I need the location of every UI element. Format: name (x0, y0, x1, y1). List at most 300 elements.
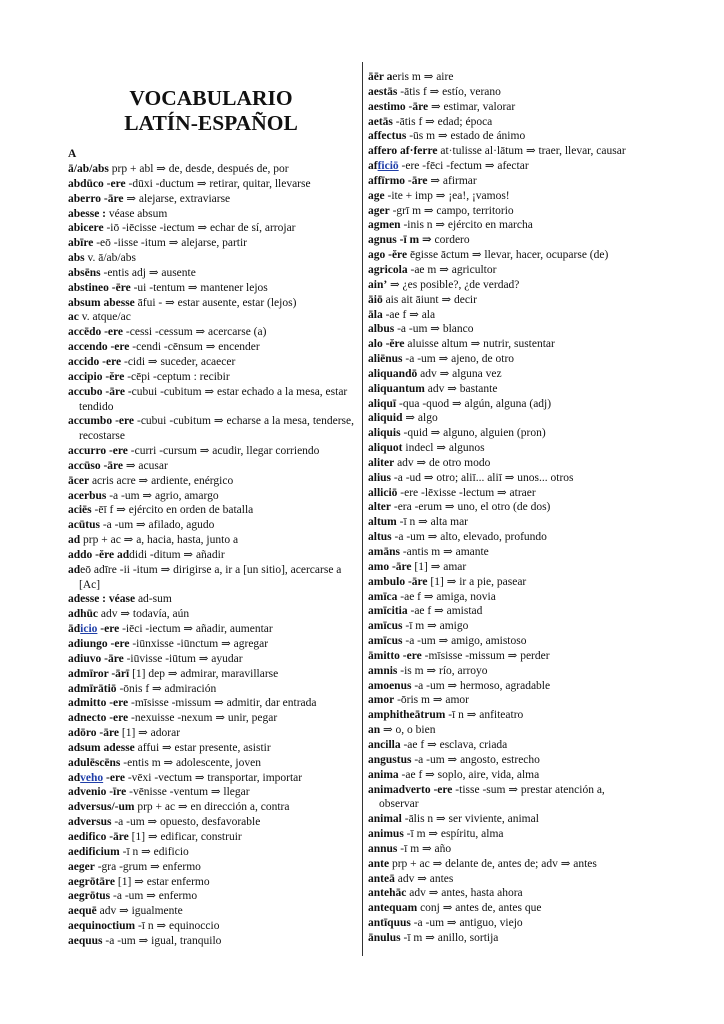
entry-headword: adsum adesse (68, 741, 135, 754)
entry-definition: adv ⇒ de otro modo (394, 456, 491, 469)
entry-definition: -cubui -cubitum ⇒ echarse a la mesa, tenderse, recostarse (79, 415, 355, 443)
entry-definition: -ātis f ⇒ edad; época (392, 115, 493, 128)
vocabulary-entry (368, 441, 638, 456)
entry-headword: antehāc (368, 887, 407, 900)
entry-definition: didi -ditum ⇒ añadir (129, 548, 225, 561)
entry-definition: [1] ⇒ estar enfermo (115, 875, 210, 888)
entry-definition: -a -um ⇒ opuesto, desfavorable (111, 816, 261, 829)
vocabulary-entry (68, 444, 354, 459)
entry-headword: amphitheātrum (368, 709, 446, 722)
entry-definition: aluisse altum ⇒ nutrir, sustentar (404, 338, 555, 351)
vocabulary-entry (68, 637, 354, 652)
entry-definition: -ae f ⇒ amistad (407, 605, 483, 618)
entry-headword: accēdo -ere (68, 326, 124, 339)
entry-headword: aliquot (368, 442, 403, 455)
vocabulary-entry (368, 901, 638, 916)
entry-definition: -ae f ⇒ esclava, criada (400, 738, 508, 751)
entry-definition: ⇒ o, o bien (380, 724, 436, 737)
entry-headword: altum (368, 516, 397, 529)
entry-definition: -ōnis f ⇒ admiración (116, 682, 217, 695)
entry-headword: adesse : véase (68, 593, 136, 606)
title-block (68, 0, 354, 144)
vocabulary-entry (68, 548, 354, 563)
entry-definition: -ae m ⇒ agricultor (407, 263, 497, 276)
entry-definition: -eō -iisse -itum ⇒ alejarse, partir (93, 237, 247, 250)
vocabulary-entry (68, 815, 354, 830)
entry-headword: an (368, 724, 381, 737)
entry-headword: accubo -āre - (68, 385, 132, 398)
vocabulary-entry (368, 337, 638, 352)
entry-definition: eō adīre -ii -itum ⇒ dirigirse a, ir a [un sitio], acercarse a [Ac] (79, 563, 342, 591)
entry-definition: ⇒ estimar, valorar (428, 100, 516, 113)
entry-headword: alius (368, 471, 392, 484)
entry-definition: -ī m ⇒ amigo (402, 620, 469, 633)
vocabulary-entry (368, 100, 638, 115)
entry-definition: -ui -tentum ⇒ mantener lejos (130, 281, 268, 294)
entry-definition: -ere -fēci -fectum ⇒ afectar (398, 160, 529, 173)
vocabulary-entry (368, 293, 638, 308)
entry-headword: acūtus (68, 519, 100, 532)
entry-headword: ācer (68, 474, 90, 487)
entry-headword: accurro -ere (68, 445, 128, 458)
vocabulary-entry (68, 592, 354, 607)
vocabulary-entry (68, 489, 354, 504)
entry-headword: adulēscēns (68, 756, 121, 769)
vocabulary-entry (68, 385, 354, 415)
entry-headword: amoenus (368, 679, 412, 692)
vocabulary-entry (68, 340, 354, 355)
entry-headword: aliēnus (368, 353, 403, 366)
entry-headword: angustus (368, 753, 412, 766)
entry-definition: -a -um ⇒ alto, elevado, profundo (391, 531, 547, 544)
entry-definition: -iēci -iectum ⇒ añadir, aumentar (119, 623, 273, 636)
vocabulary-entry (368, 411, 638, 426)
entry-headword: aequē (68, 905, 97, 918)
entry-headword: advenio -īre (68, 786, 127, 799)
entry-definition: -is m ⇒ río, arroyo (397, 664, 488, 677)
vocabulary-entry (68, 756, 354, 771)
entry-headword: alter (368, 501, 391, 514)
vocabulary-entry (368, 872, 638, 887)
entry-headword: affectus (368, 130, 407, 143)
entry-definition: -a -um ⇒ afilado, agudo (99, 519, 215, 532)
entry-headword: āla (368, 308, 383, 321)
entry-headword: alliciō (368, 486, 398, 499)
entry-headword: aliquī (368, 397, 397, 410)
entry-definition: acris acre ⇒ ardiente, enérgico (89, 474, 234, 487)
vocabulary-entry (68, 414, 354, 444)
entry-headword: adiuvo -āre (68, 652, 124, 665)
vocabulary-entry (368, 693, 638, 708)
entry-headword: ambulo -āre (368, 575, 428, 588)
entry-definition: prp + abl ⇒ de, desde, después de, por (108, 163, 289, 175)
entry-definition: ais ait āiunt ⇒ decir (382, 293, 477, 306)
entry-definition: -a -um ⇒ igual, tranquilo (102, 934, 222, 947)
entry-headword: amo -āre (368, 560, 412, 573)
entry-definition: -ī m ⇒ año (397, 842, 452, 855)
entry-definition: [1] ⇒ adorar (119, 727, 181, 740)
vocabulary-entry (368, 500, 638, 515)
entry-definition: -mīsisse -missum ⇒ perder (421, 649, 550, 662)
vocabulary-entry (368, 783, 638, 813)
entry-headword: aegrōtus (68, 890, 111, 903)
entry-headword: āiō (368, 293, 383, 306)
entry-definition: [1] ⇒ edificar, construir (128, 830, 242, 843)
entry-headword: agmen (368, 219, 401, 232)
column-divider (362, 62, 363, 956)
entry-definition: -mīsisse -missum ⇒ admitir, dar entrada (128, 697, 317, 710)
entry-headword: affīrmo -āre (368, 174, 428, 187)
vocabulary-entry (368, 886, 638, 901)
right-column (368, 70, 638, 946)
vocabulary-entry (68, 696, 354, 711)
entry-definition: -ī n ⇒ equinoccio (135, 920, 220, 933)
entry-headword: ancilla (368, 738, 401, 751)
vocabulary-entry (368, 619, 638, 634)
entry-headword: aciēs (68, 504, 92, 517)
entry-definition: v. atque/ac (78, 311, 131, 324)
entry-headword: accipio -ĕre (68, 370, 125, 383)
entry-definition: -a -um ⇒ antiguo, viejo (410, 917, 523, 930)
vocabulary-entry (68, 904, 354, 919)
entry-definition: ad-sum (135, 593, 172, 606)
entry-headword: animus (368, 828, 404, 841)
entry-definition: -ae f ⇒ ala (382, 308, 436, 321)
vocabulary-entry (368, 471, 638, 486)
entry-definition: at·tulisse al·lātum ⇒ traer, llevar, causar (437, 145, 626, 158)
entry-headword: admīror -ārī (68, 667, 130, 680)
vocabulary-entry (68, 771, 354, 786)
vocabulary-entry (68, 296, 354, 311)
vocabulary-entry (368, 604, 638, 619)
entry-headword: abs (68, 252, 85, 265)
entry-headword: amor (368, 694, 395, 707)
entry-definition: -ī n ⇒ anfiteatro (445, 709, 524, 722)
entry-definition: -a -um ⇒ amigo, amistoso (402, 635, 527, 648)
vocabulary-entry (368, 85, 638, 100)
vocabulary-entry (368, 129, 638, 144)
entry-headword: ād (68, 623, 81, 636)
entry-definition: -ī n ⇒ alta mar (396, 516, 469, 529)
entry-definition: -inis n ⇒ ejército en marcha (400, 219, 533, 232)
entry-headword: addo -ĕre ad (68, 548, 130, 561)
entry-headword: ager (368, 204, 390, 217)
entry-headword: aestās (368, 85, 398, 98)
entry-headword: antīquus (368, 917, 411, 930)
page-title-line-1: VOCABULARIO (129, 86, 293, 110)
vocabulary-entry (368, 738, 638, 753)
entry-definition: -ālis n ⇒ ser viviente, animal (401, 813, 539, 826)
entry-headword: age (368, 189, 385, 202)
entry-headword: adversus (68, 816, 112, 829)
entry-definition: -quid ⇒ alguno, alguien (pron) (400, 427, 546, 440)
entry-headword-suffix: -ere (97, 623, 120, 636)
entry-definition: -ae f ⇒ soplo, aire, vida, alma (398, 768, 540, 781)
entry-headword: aedificium (68, 845, 120, 858)
entry-headword: āēr a (368, 71, 393, 83)
vocabulary-entry (68, 563, 354, 593)
entry-headword: aliquis (368, 427, 401, 440)
entry-definition: adv ⇒ antes (394, 872, 454, 885)
vocabulary-entry (68, 622, 354, 637)
entry-headword: amīcus (368, 620, 403, 633)
entry-definition: āfui - ⇒ estar ausente, estar (lejos) (134, 296, 297, 309)
entry-headword-link[interactable]: veho (80, 771, 104, 784)
page-title-line-2: LATÍN-ESPAÑOL (124, 111, 298, 135)
entry-headword: accūso -āre (68, 459, 124, 472)
entry-definition: -qua -quod ⇒ algún, alguna (adj) (396, 397, 552, 410)
entry-headword: aeger (68, 860, 95, 873)
entry-headword: animadverto -ere (368, 783, 453, 796)
entry-definition: -a -ud ⇒ otro; aliī... aliī ⇒ unos... otros (391, 471, 574, 484)
entry-headword: animal (368, 813, 402, 826)
entry-definition: -gra -grum ⇒ enfermo (94, 860, 201, 873)
entry-definition: adv ⇒ antes, hasta ahora (406, 887, 523, 900)
vocabulary-entry (68, 934, 354, 949)
entry-definition: eris m ⇒ aire (392, 71, 454, 83)
entry-headword-link[interactable]: icio (80, 623, 98, 636)
vocabulary-entry (368, 218, 638, 233)
entry-definition: affui ⇒ estar presente, asistir (134, 741, 271, 754)
vocabulary-entry (368, 708, 638, 723)
entry-definition: -nexuisse -nexum ⇒ unir, pegar (128, 712, 278, 725)
entry-definition: -tisse -sum ⇒ prestar atención a, observar (379, 783, 605, 811)
vocabulary-entry (68, 875, 354, 890)
vocabulary-entry (368, 679, 638, 694)
vocabulary-entry (368, 456, 638, 471)
entry-definition: adv ⇒ alguna vez (417, 367, 502, 380)
entry-headword: adhūc (68, 608, 99, 621)
entry-definition: -iūnxisse -iūnctum ⇒ agregar (129, 638, 269, 650)
vocabulary-entry (68, 207, 354, 222)
entry-definition: [1] ⇒ amar (411, 560, 467, 573)
vocabulary-entry (68, 726, 354, 741)
entry-headword: aegrōtāre (68, 875, 116, 888)
vocabulary-entry (368, 560, 638, 575)
vocabulary-entry (368, 233, 638, 248)
entry-definition: -a -um ⇒ ajeno, de otro (402, 353, 515, 366)
entry-definition: -ī n ⇒ edificio (119, 845, 189, 858)
vocabulary-entry (368, 916, 638, 931)
entry-headword: affero af·ferre (368, 145, 438, 158)
vocabulary-entry (68, 741, 354, 756)
entry-definition: indecl ⇒ algunos (402, 442, 485, 455)
entry-headword: altus (368, 531, 392, 544)
vocabulary-entry (68, 474, 354, 489)
vocabulary-entry (368, 204, 638, 219)
entry-headword: alo -ĕre (368, 338, 405, 351)
vocabulary-entry (68, 221, 354, 236)
entry-headword: antequam (368, 902, 418, 915)
entry-definition: adv ⇒ bastante (424, 382, 498, 395)
entry-definition: -ātis f ⇒ estío, verano (397, 85, 501, 98)
entry-definition: v. ā/ab/abs (84, 252, 136, 265)
entry-definition: -entis m ⇒ adolescente, joven (120, 756, 261, 769)
entry-headword: af (368, 160, 378, 173)
entry-definition: -ūs m ⇒ estado de ánimo (406, 130, 526, 143)
vocabulary-entry (68, 652, 354, 667)
vocabulary-entry (368, 545, 638, 560)
entry-headword-link[interactable]: ficiō (377, 160, 399, 173)
entry-headword: adnecto -ere (68, 712, 129, 725)
right-entry-list (368, 70, 638, 946)
entry-headword: aedifico -āre (68, 830, 129, 843)
vocabulary-entry (368, 590, 638, 605)
entry-definition: -ite + imp ⇒ ¡ea!, ¡vamos! (384, 189, 510, 202)
entry-headword: amnis (368, 664, 398, 677)
entry-headword: anima (368, 768, 399, 781)
vocabulary-entry (368, 426, 638, 441)
entry-definition: prp + ac ⇒ en dirección a, contra (134, 801, 290, 814)
vocabulary-entry (68, 919, 354, 934)
entry-headword: ago -ĕre (368, 249, 408, 262)
vocabulary-entry (368, 115, 638, 130)
entry-definition: ēgisse āctum ⇒ llevar, hacer, ocuparse (de) (407, 249, 609, 262)
entry-headword: ad (68, 534, 81, 547)
entry-headword: aberro -āre (68, 192, 124, 205)
entry-definition: ⇒ acusar (123, 459, 168, 472)
vocabulary-entry (368, 515, 638, 530)
entry-definition: ⇒ alejarse, extraviarse (123, 192, 231, 205)
vocabulary-entry (368, 382, 638, 397)
entry-headword: absēns (68, 266, 101, 279)
entry-definition: -ēī f ⇒ ejército en orden de batalla (91, 504, 254, 517)
entry-definition: cubui -cubitum ⇒ estar echado a la mesa, estar tendido (79, 385, 348, 413)
entry-headword: abstineo -ēre (68, 281, 131, 294)
entry-definition: -vēnisse -ventum ⇒ llegar (126, 786, 250, 799)
entry-definition: adv ⇒ todavía, aún (98, 608, 190, 621)
entry-headword: adversus/-um (68, 801, 135, 814)
vocabulary-entry (368, 530, 638, 545)
entry-definition: conj ⇒ antes de, antes que (417, 902, 542, 915)
entry-headword: admīrātiō (68, 682, 117, 695)
vocabulary-entry (368, 931, 638, 946)
entry-headword: ānulus (368, 931, 401, 944)
entry-definition: cordero (431, 234, 470, 247)
vocabulary-entry (68, 667, 354, 682)
entry-headword: ad (68, 563, 81, 576)
entry-definition: -antis m ⇒ amante (399, 546, 489, 558)
entry-headword: aliquid (368, 412, 403, 425)
vocabulary-entry (68, 325, 354, 340)
vocabulary-entry (68, 845, 354, 860)
vocabulary-entry (68, 236, 354, 251)
vocabulary-entry (368, 723, 638, 738)
entry-headword: agnus -ī m ⇒ (368, 234, 432, 247)
vocabulary-entry (368, 575, 638, 590)
entry-headword: aequus (68, 934, 103, 947)
vocabulary-entry (68, 533, 354, 548)
vocabulary-entry (68, 518, 354, 533)
vocabulary-entry (368, 367, 638, 382)
entry-headword-suffix: -ere (103, 771, 125, 784)
vocabulary-entry (368, 664, 638, 679)
vocabulary-entry (68, 370, 354, 385)
vocabulary-entry (68, 310, 354, 325)
vocabulary-entry (368, 278, 638, 293)
entry-headword: annus (368, 842, 398, 855)
entry-headword: aestimo -āre (368, 100, 429, 113)
vocabulary-entry (368, 144, 638, 159)
vocabulary-entry (68, 355, 354, 370)
entry-definition: -a -um ⇒ angosto, estrecho (411, 753, 540, 766)
entry-definition: -a -um ⇒ enfermo (110, 890, 198, 903)
entry-definition: -ae f ⇒ amiga, novia (397, 590, 496, 603)
left-entry-list (68, 162, 354, 949)
entry-definition: -iō -iēcisse -iectum ⇒ echar de sí, arrojar (103, 222, 296, 235)
entry-definition: prp + ac ⇒ delante de, antes de; adv ⇒ antes (389, 857, 597, 870)
entry-headword: ā/ab/abs (68, 163, 109, 175)
entry-definition: -grī m ⇒ campo, territorio (389, 204, 514, 217)
entry-definition: ⇒ ¿es posible?, ¿de verdad? (387, 278, 520, 291)
vocabulary-entry (68, 503, 354, 518)
vocabulary-entry (368, 248, 638, 263)
entry-headword: anteā (368, 872, 395, 885)
vocabulary-entry (68, 607, 354, 622)
vocabulary-entry (368, 397, 638, 412)
vocabulary-entry (68, 192, 354, 207)
entry-headword: adōro -āre (68, 727, 119, 740)
entry-headword: aetās (368, 115, 393, 128)
entry-headword: admitto -ere (68, 697, 129, 710)
vocabulary-entry (368, 159, 638, 174)
vocabulary-entry (68, 162, 354, 177)
entry-headword: ac (68, 311, 79, 324)
entry-headword: accendo -ere (68, 341, 130, 354)
entry-headword: absum abesse (68, 296, 135, 309)
entry-headword: ad (68, 771, 81, 784)
left-column (68, 0, 354, 949)
vocabulary-entry (68, 830, 354, 845)
vocabulary-entry (368, 753, 638, 768)
vocabulary-entry (368, 174, 638, 189)
entry-definition: -cessi -cessum ⇒ acercarse (a) (123, 326, 267, 339)
entry-definition: -a -um ⇒ hermoso, agradable (411, 679, 551, 692)
entry-definition: ⇒ afirmar (427, 174, 477, 187)
entry-definition: -dūxi -ductum ⇒ retirar, quitar, llevarse (125, 177, 311, 190)
vocabulary-entry (68, 266, 354, 281)
entry-headword: abdūco -ere (68, 177, 126, 190)
vocabulary-entry (368, 322, 638, 337)
entry-definition: -curri -cursum ⇒ acudir, llegar corriendo (127, 445, 320, 458)
vocabulary-entry (368, 768, 638, 783)
vocabulary-entry (368, 189, 638, 204)
vocabulary-entry (368, 649, 638, 664)
entry-definition: -entis adj ⇒ ausente (100, 266, 196, 279)
entry-definition: -cidi ⇒ suceder, acaecer (121, 355, 236, 368)
entry-headword: aliter (368, 456, 395, 469)
entry-headword: aequinoctium (68, 920, 136, 933)
entry-headword: aliquantum (368, 382, 425, 395)
entry-headword: accumbo -ere (68, 415, 135, 428)
entry-headword: aliquandō (368, 367, 418, 380)
vocabulary-entry (368, 308, 638, 323)
entry-definition: -ere -lēxisse -lectum ⇒ atraer (397, 486, 536, 499)
entry-headword: abesse : (68, 207, 107, 220)
vocabulary-entry (68, 800, 354, 815)
entry-headword: abicere (68, 222, 104, 235)
vocabulary-entry (68, 459, 354, 474)
entry-definition: prp + ac ⇒ a, hacia, hasta, junto a (80, 534, 239, 547)
entry-headword: ante (368, 857, 390, 870)
entry-headword: amāns (368, 546, 400, 558)
vocabulary-entry (368, 70, 638, 85)
entry-definition: -a -um ⇒ agrio, amargo (106, 489, 219, 502)
vocabulary-entry (68, 682, 354, 697)
vocabulary-entry (68, 889, 354, 904)
section-letter: A (68, 148, 77, 160)
vocabulary-entry (368, 812, 638, 827)
